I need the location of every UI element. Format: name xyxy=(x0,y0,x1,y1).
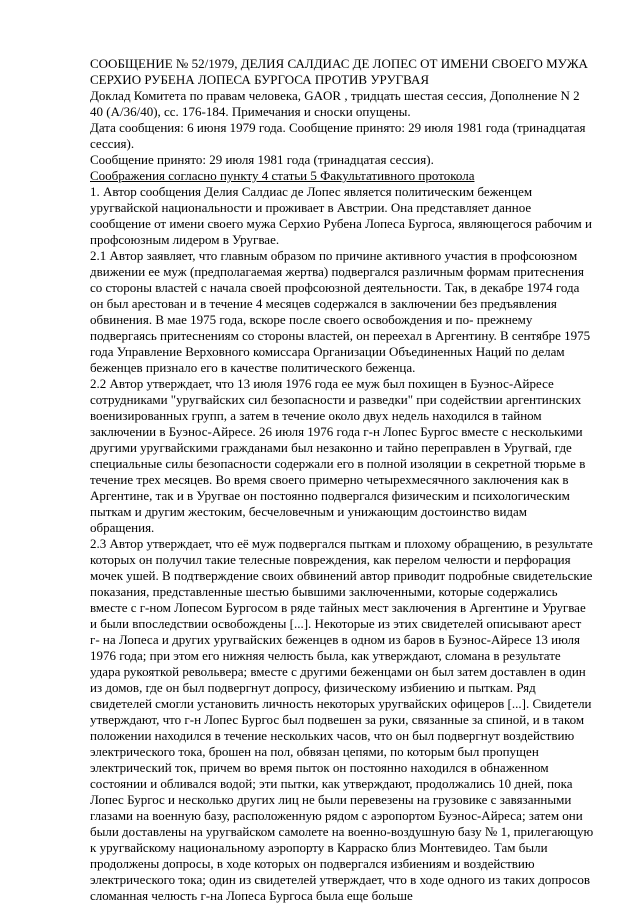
document-source-line: Доклад Комитета по правам человека, GAOR , тридцать шестая сессия, Дополнение N 2 40 (А/36/40), сс. 176-184. Примечания и сноски опущены. xyxy=(90,88,580,119)
paragraph-2-3: 2.3 Автор утверждает, что её муж подвергался пыткам и плохому обращению, в результате которых он получил такие телесные повреждения, как перелом челюсти и перфорация мочек ушей. В подтверждение своих обвинений автор приводит подробные свидетельские показания, представленные шестью бывшими заключенными, которые содержались вместе с г-ном Лопесом Бургосом в ряде тайных мест заключения в Аргентине и Уругвае и были впоследствии освобождены [...]. Некоторые из этих свидетелей описывают арест г- на Лопеса и других уругвайских беженцев в одном из баров в Буэнос-Айресе 13 июля 1976 года; при этом его нижняя челюсть была, как утверждают, сломана в результате удара рукояткой револьвера; вместе с другими беженцами он был затем доставлен в один из домов, где он был подвергнут допросу, физическому избиению и пыткам. Ряд свидетелей смогли установить личность некоторых уругвайских офицеров [...]. Свидетели утверждают, что г-н Лопес Бургос был подвешен за руки, связанные за спиной, и в таком положении находился в течение нескольких часов, что он был подвергнут воздействию электрического тока, брошен на пол, обвязан цепями, по которым был пропущен электрический ток, причем во время пыток он постоянно находился в обнаженном состоянии и обливался водой; эти пытки, как утверждают, продолжались 10 дней, пока Лопес Бургос и несколько других лиц не были перевезены на грузовике с завязанными глазами на военную базу, расположенную рядом с аэропортом Буэнос-Айреса; затем они были доставлены на уругвайском самолете на военно-воздушную базу № 1, прилегающую к уругвайскому национальному аэропорту в Карраско близ Монтевидео. Там были продолжены допросы, в ходе которых он подвергался избиениям и воздействию электрического тока; один из свидетелей утверждает, что в ходе одного из таких допросов сломанная челюсть г-на Лопеса Бургоса была еще больше xyxy=(90,536,594,903)
document-adoption-line: Сообщение принято: 29 июля 1981 года (тринадцатая сессия). xyxy=(90,152,434,167)
document-title: СООБЩЕНИЕ № 52/1979, ДЕЛИЯ САЛДИАС ДЕ ЛОПЕС ОТ ИМЕНИ СВОЕГО МУЖА СЕРХИО РУБЕНА ЛОПЕСА БУРГОСА ПРОТИВ УРУГВАЯ xyxy=(90,56,588,87)
paragraph-1: 1. Автор сообщения Делия Салдиас де Лопес является политическим беженцем уругвайской национальности и проживает в Австрии. Она представляет данное сообщение от имени своего мужа Серхио Рубена Лопеса Бургоса, являющегося рабочим и профсоюзным лидером в Уругвае. xyxy=(90,184,592,247)
paragraph-2-1: 2.1 Автор заявляет, что главным образом по причине активного участия в профсоюзном движении ее муж (предполагаемая жертва) подвергался различным формам притеснения со стороны властей с начала своей профсоюзной деятельности. Так, в декабре 1974 года он был арестован и в течение 4 месяцев содержался в заключении без предъявления обвинения. В мае 1975 года, вскоре после своего освобождения и по- прежнему подвергаясь притеснениям со стороны властей, он переехал в Аргентину. В сентябре 1975 года Управление Верховного комиссара Организации Объединенных Наций по делам беженцев признало его в качестве политического беженца. xyxy=(90,248,591,375)
document-date-line: Дата сообщения: 6 июня 1979 года. Сообщение принято: 29 июля 1981 года (тринадцатая сессия). xyxy=(90,120,586,151)
section-heading: Соображения согласно пункту 4 статьи 5 Факультативного протокола xyxy=(90,168,475,183)
paragraph-2-2: 2.2 Автор утверждает, что 13 июля 1976 года ее муж был похищен в Буэнос-Айресе сотрудниками "уругвайских сил безопасности и разведки" при содействии аргентинских военизированных групп, а затем в течение около двух недель находился в тайном заключении в Буэнос-Айресе. 26 июля 1976 года г-н Лопес Бургос вместе с несколькими другими уругвайскими гражданами был незаконно и тайно переправлен в Уругвай, где специальные силы безопасности содержали его в полной изоляции в секретной тюрьме в течение трех месяцев. Во время своего примерно четырехмесячного заключения как в Аргентине, так и в Уругвае он постоянно подвергался физическим и психологическим пыткам и другим жестоким, бесчеловечным и унижающим достоинство видам обращения. xyxy=(90,376,586,535)
